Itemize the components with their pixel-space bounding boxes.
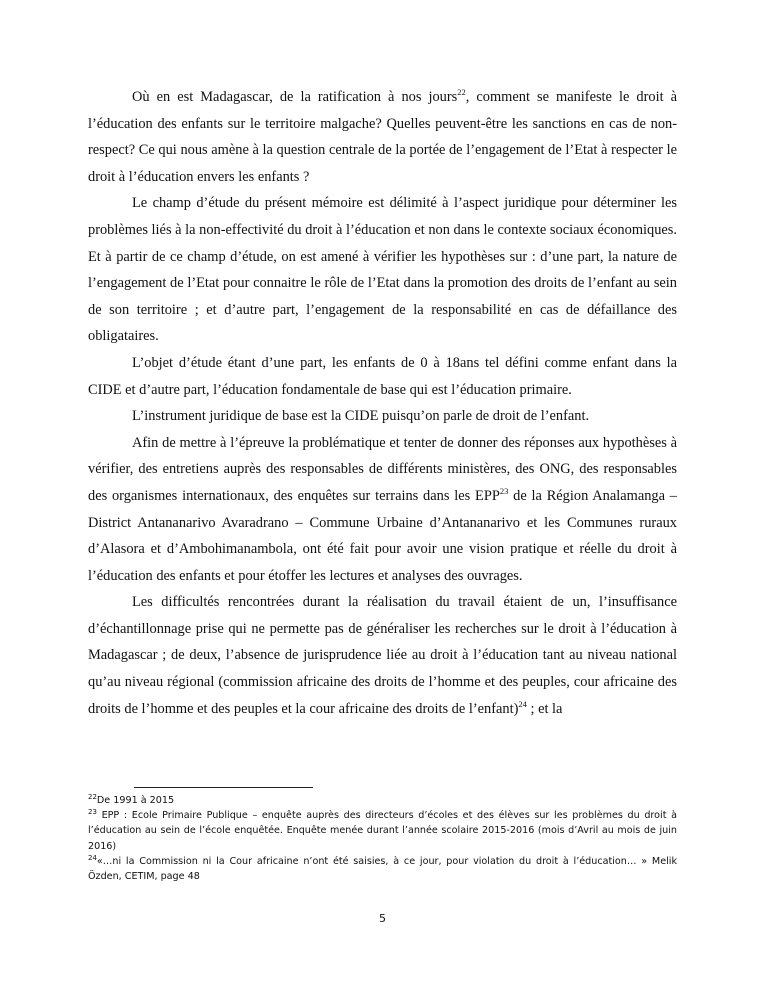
paragraph-4: L’instrument juridique de base est la CIDE puisqu’on parle de droit de l’enfant.	[132, 408, 590, 425]
paragraph-2: Le champ d’étude du présent mémoire est délimité à l’aspect juridique pour déterminer les problèmes liés à la non-effectivité du droit à l’éducation et non dans le contexte sociaux économiques. Et à partir de ce champ d’étude, on est amené à vérifier les hypothèses sur : d’une part, la nature de l’engagement de l’Etat pour connaitre le rôle de l’Etat dans la promotion des droits de l’enfant au sein de son territoire ; et d’autre part, l’engagement de la responsabilité en cas de défaillance des obligataires.	[88, 195, 677, 345]
footnote-23: $^{23}$ EPP : Ecole Primaire Publique – enquête auprès des directeurs d’écoles et des élèves sur les problèmes du droit à l’éducation au sein de l’école enquêtée. Enquête menée durant l’année scolaire 2015-2016 (mois d’Avril au mois de juin 2016)	[88, 808, 677, 852]
body-text	[88, 84, 677, 722]
page-number: 5	[379, 912, 386, 925]
footnote-22: $^{22}$De 1991 à 2015	[88, 793, 175, 806]
paragraph-6: Les difficultés rencontrées durant la réalisation du travail étaient de un, l’insuffisance d’échantillonnage prise qui ne permette pas de généraliser les recherches sur le droit à l’éducation à Madagascar ; de deux, l’absence de jurisprudence liée au droit à l’éducation tant au niveau national qu’au niveau régional (commission africaine des droits de l’homme et des peuples, cour africaine des droits de l’homme et des peuples et la cour africaine des droits de l’enfant)$^{24}$ ; et la	[88, 594, 677, 717]
footnotes	[88, 793, 677, 884]
footnote-ref-24[interactable]: 24	[518, 698, 527, 709]
footnote-separator	[134, 787, 313, 788]
footnote-24: $^{24}$«…ni la Commission ni la Cour africaine n’ont été saisies, à ce jour, pour violation du droit à l’éducation… » Melik Özden, CETIM, page 48	[88, 853, 677, 883]
paragraph-5: Afin de mettre à l’épreuve la problématique et tenter de donner des réponses aux hypothèses à vérifier, des entretiens auprès des responsables de différents ministères, des ONG, des responsables des organismes internationaux, des enquêtes sur terrains dans les EPP$^{23}$ de la Région Analamanga – District Antananarivo Avaradrano – Commune Urbaine d’Antananarivo et les Communes ruraux d’Alasora et d’Ambohimanambola, ont été fait pour avoir une vision pratique et réelle du droit à l’éducation des enfants et pour étoffer les lectures et analyses des ouvrages.	[88, 434, 677, 584]
footnote-ref-23[interactable]: 23	[499, 485, 509, 496]
paragraph-1: Où en est Madagascar, de la ratification à nos jours$^{22}$, comment se manifeste le droit à l’éducation des enfants sur le territoire malgache? Quelles peuvent-être les sanctions en cas de non-respect? Ce qui nous amène à la question centrale de la portée de l’engagement de l’Etat à respecter le droit à l’éducation envers les enfants ?	[88, 87, 677, 185]
footnote-ref-22[interactable]: 22	[457, 87, 466, 97]
paragraph-3: L’objet d’étude étant d’une part, les enfants de 0 à 18ans tel défini comme enfant dans la CIDE et d’autre part, l’éducation fondamentale de base qui est l’éducation primaire.	[88, 354, 677, 398]
